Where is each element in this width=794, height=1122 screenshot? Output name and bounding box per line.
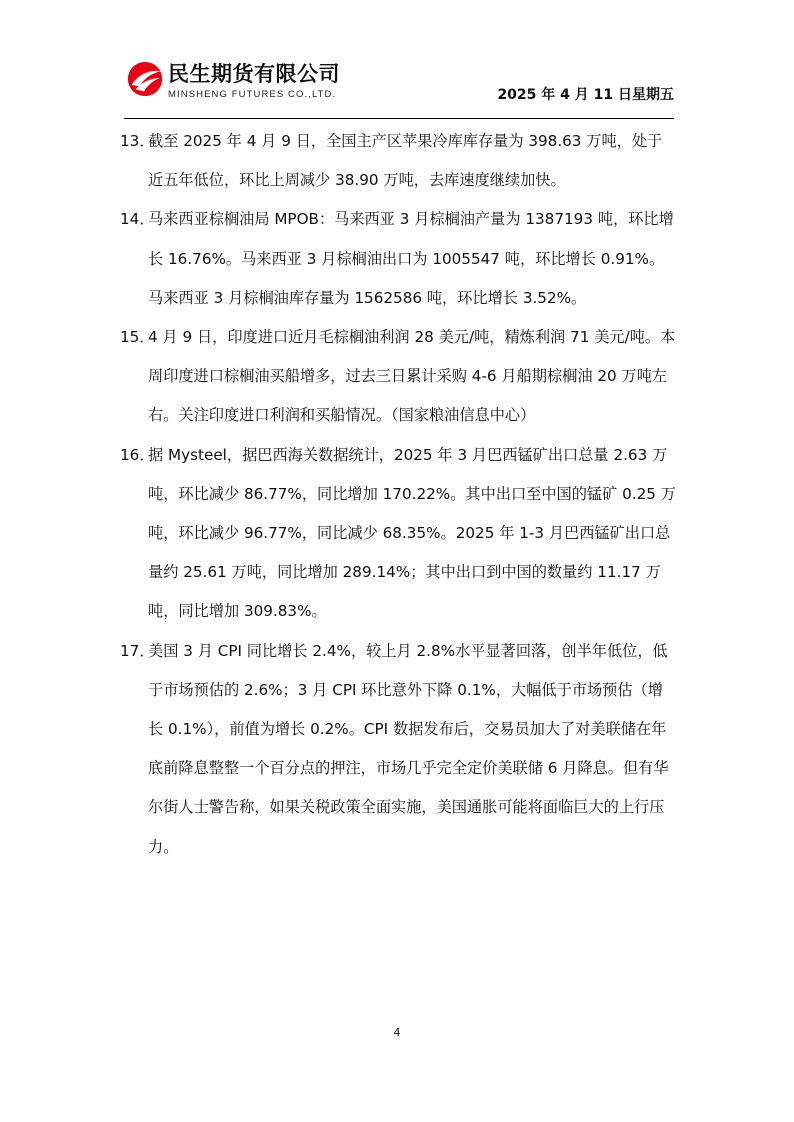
list-item xyxy=(120,200,676,318)
item-text: 美国 3 月 CPI 同比增长 2.4%，较上月 2.8%水平显著回落，创半年低位，低于市场预估的 2.6%；3 月 CPI 环比意外下降 0.1%，大幅低于市场预估（增长 0.1%），前值为增长 0.2%。CPI 数据发布后，交易员加大了对美联储在年底前降息整整一个百分点的押注，市场几乎完全定价美联储 6 月降息。但有华尔街人士警告称，如果关税政策全面实施，美国通胀可能将面临巨大的上行压力。 xyxy=(148,641,669,856)
page-header xyxy=(124,52,674,118)
item-text: 4 月 9 日，印度进口近月毛棕榈油利润 28 美元/吨，精炼利润 71 美元/吨。本周印度进口棕榈油买船增多，过去三日累计采购 4-6 月船期棕榈油 20 万吨左右。关注印度进口利润和买船情况。（国家粮油信息中心） xyxy=(148,328,676,425)
report-date: 2025 年 4 月 11 日星期五 xyxy=(497,87,674,103)
list-item xyxy=(120,436,676,632)
list-item xyxy=(120,318,676,436)
item-number: 15． xyxy=(120,328,155,347)
page-number: 4 xyxy=(393,1026,401,1039)
news-list xyxy=(120,122,676,867)
item-number: 17． xyxy=(120,641,155,660)
item-number: 16． xyxy=(120,445,155,464)
item-text: 截至 2025 年 4 月 9 日，全国主产区苹果冷库库存量为 398.63 万吨，处于近五年低位，环比上周减少 38.90 万吨，去库速度继续加快。 xyxy=(148,132,663,190)
list-item xyxy=(120,632,676,867)
item-text: 马来西亚棕榈油局 MPOB：马来西亚 3 月棕榈油产量为 1387193 吨，环比增长 16.76%。马来西亚 3 月棕榈油出口为 1005547 吨，环比增长 0.91%。马来西亚 3 月棕榈油库存量为 1562586 吨，环比增长 3.52%。 xyxy=(148,210,674,307)
logo-english-name: MINSHENG FUTURES CO.,LTD. xyxy=(168,89,337,100)
item-text: 据 Mysteel，据巴西海关数据统计，2025 年 3 月巴西锰矿出口总量 2.63 万吨，环比减少 86.77%，同比增加 170.22%。其中出口至中国的锰矿 0.25 万吨，环比减少 96.77%，同比减少 68.35%。2025 年 1-3 月巴西锰矿出口总量约 25.61 万吨，同比增加 289.14%；其中出口到中国的数量约 11.17 万吨，同比增加 309.83%。 xyxy=(148,445,676,621)
item-number: 13． xyxy=(120,132,155,150)
minsheng-logo-icon xyxy=(126,60,164,98)
list-item xyxy=(120,122,676,200)
header-divider xyxy=(124,118,674,119)
logo-chinese-name: 民生期货有限公司 xyxy=(168,62,340,86)
company-logo xyxy=(124,56,364,106)
item-number: 14． xyxy=(120,210,155,229)
